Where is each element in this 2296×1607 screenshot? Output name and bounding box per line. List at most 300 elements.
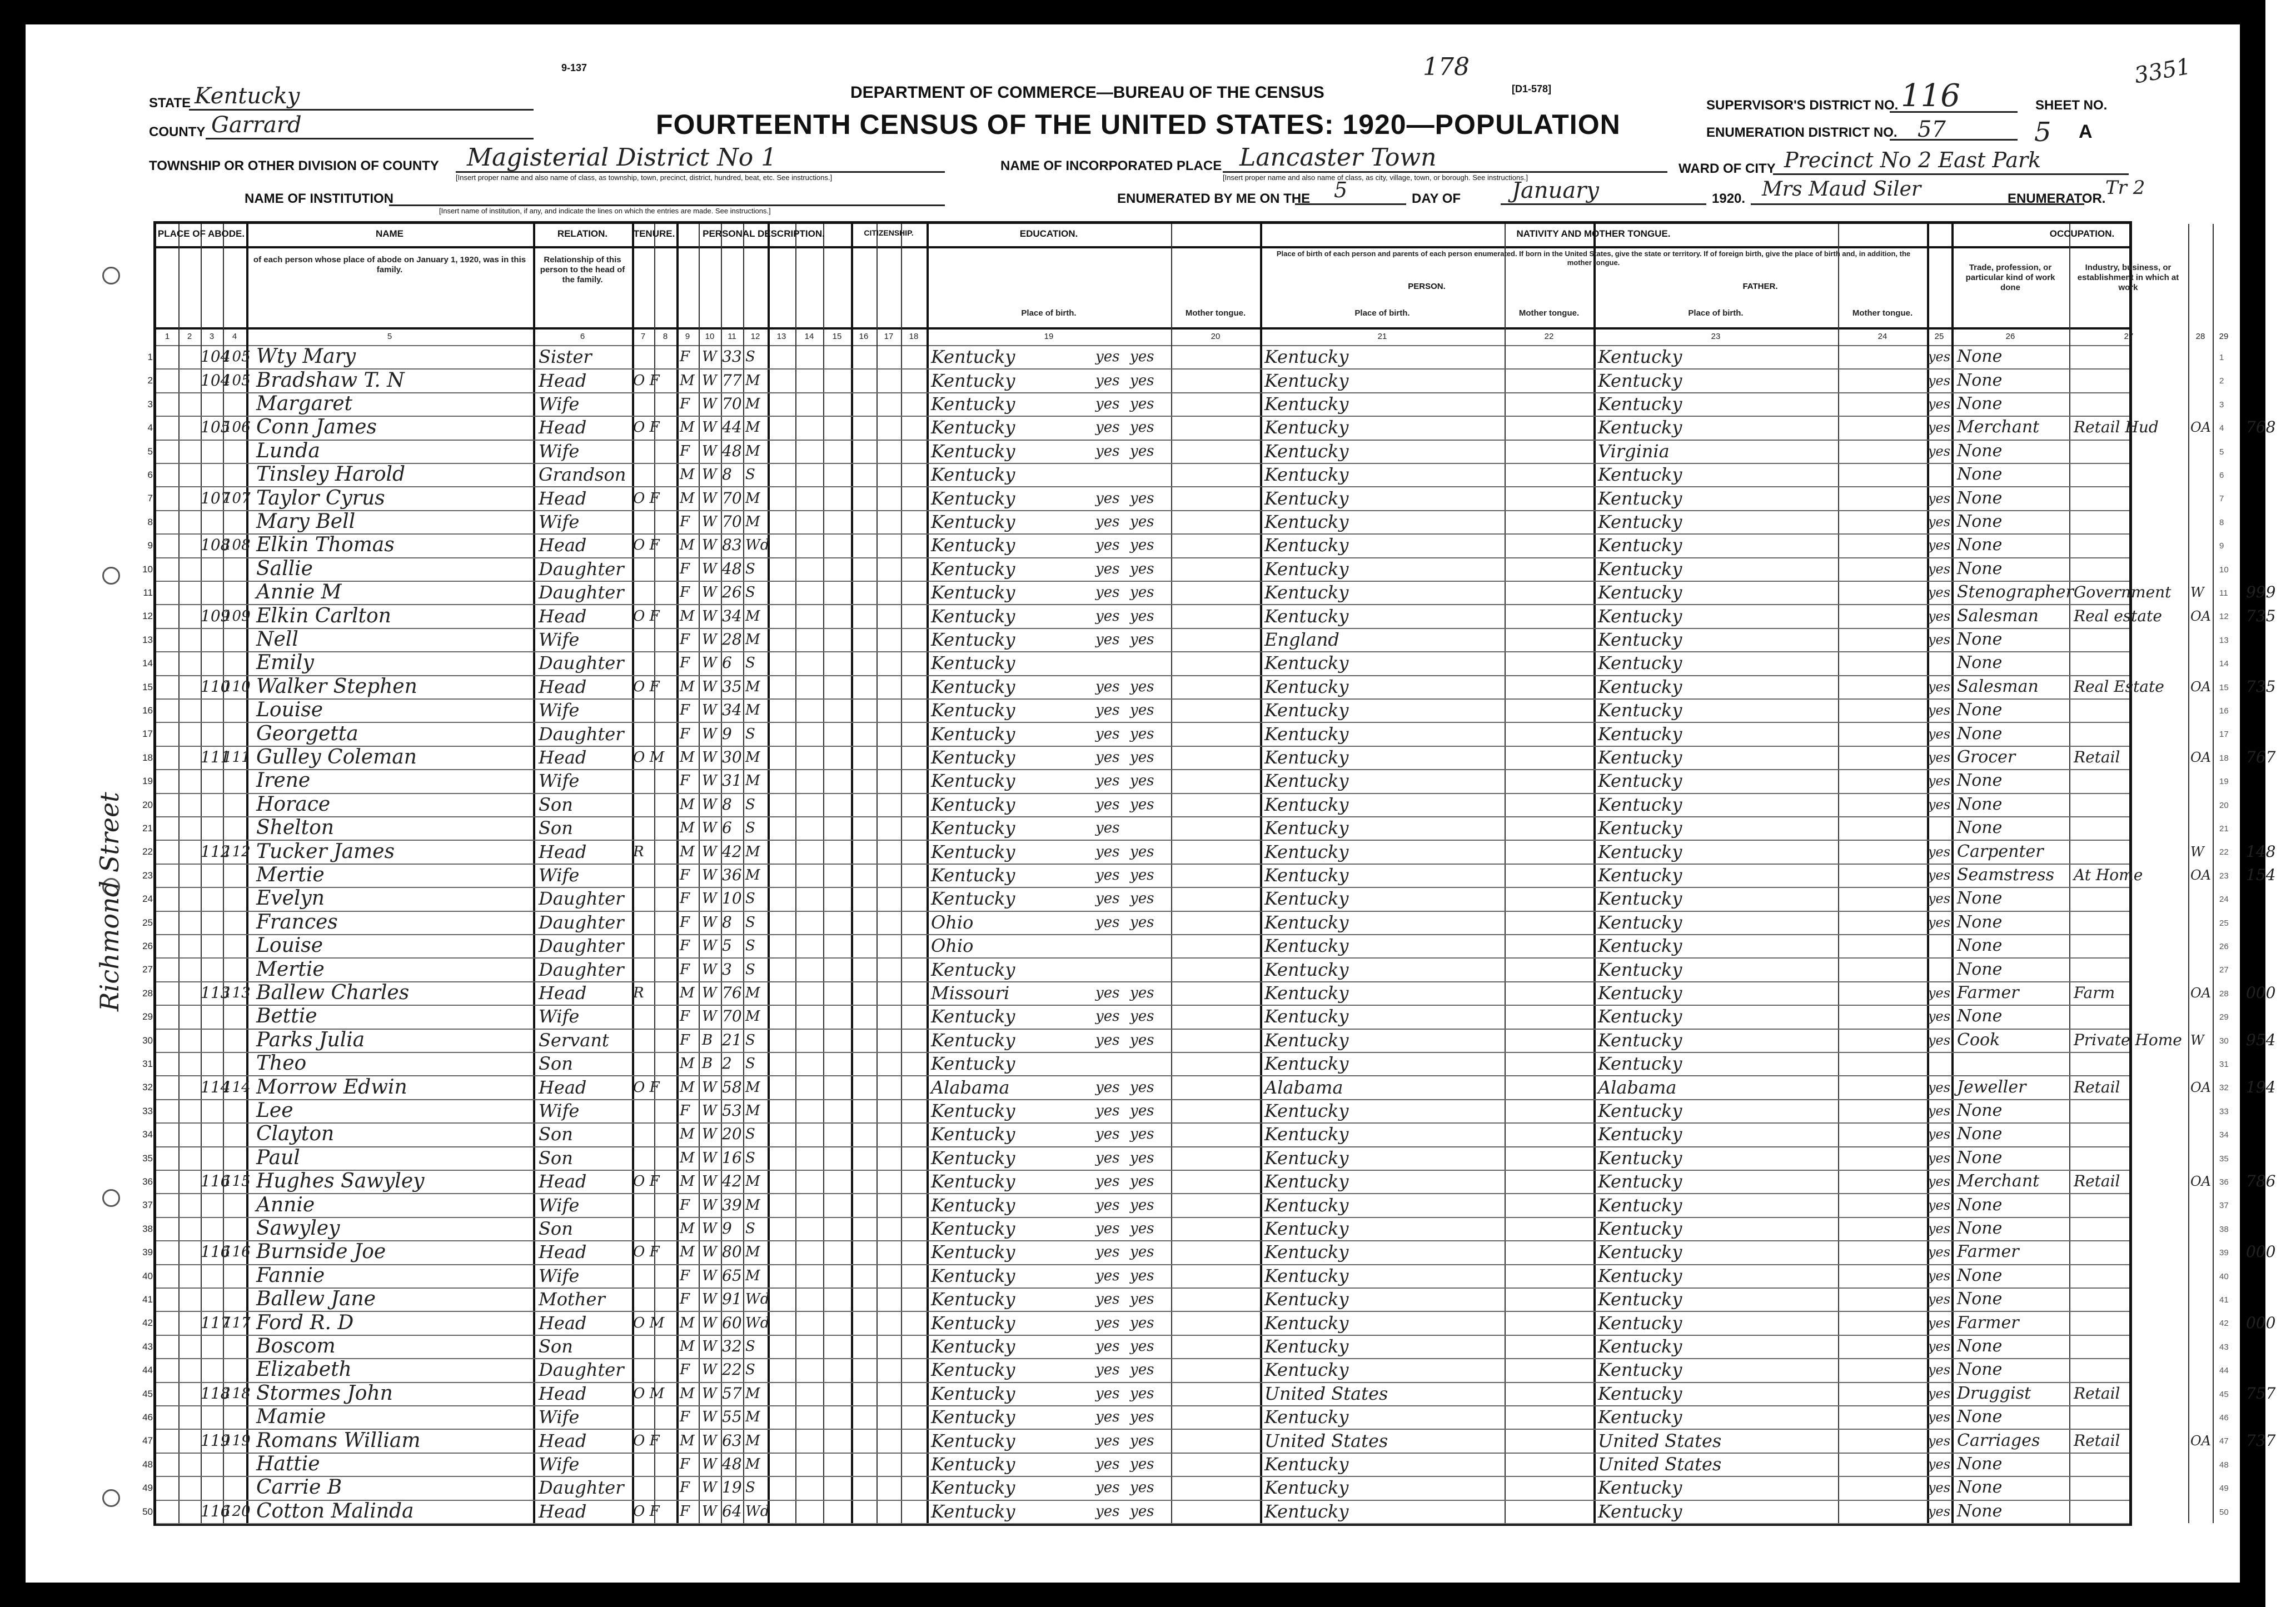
group-occupation: OCCUPATION. <box>2049 228 2115 239</box>
row-divider <box>156 957 2129 959</box>
row-number-right: 23 <box>2219 871 2229 881</box>
cell-age: 9 <box>722 724 732 743</box>
cell-code: 735 <box>2246 677 2276 696</box>
cell-name: Cotton Malinda <box>256 1499 414 1523</box>
cell-read: yes <box>1095 490 1120 507</box>
header-bottom <box>156 327 2129 330</box>
cell-rel: Head <box>539 676 587 697</box>
cell-mbirth: Alabama <box>1598 1076 1677 1098</box>
row-divider <box>156 1382 2129 1383</box>
cell-code: 148 <box>2246 842 2276 861</box>
cell-write: yes <box>1130 1102 1154 1119</box>
cell-rel: Head <box>539 1076 587 1098</box>
cell-write: yes <box>1130 985 1154 1001</box>
cell-fbirth: Kentucky <box>1264 1100 1349 1121</box>
row-divider <box>156 1193 2129 1194</box>
cell-code: 000 <box>2246 984 2276 1002</box>
cell-sex: F <box>680 1291 690 1308</box>
cell-sex: F <box>680 914 690 931</box>
cell-eng: yes <box>1928 1339 1951 1354</box>
cell-age: 5 <box>722 936 732 955</box>
cell-read: yes <box>1095 1361 1120 1379</box>
row-divider <box>156 864 2129 865</box>
row-number-right: 32 <box>2219 1083 2229 1093</box>
row-number: 39 <box>142 1247 153 1258</box>
form-code: [D1-578] <box>1512 83 1552 94</box>
cell-eng: yes <box>1928 1009 1951 1025</box>
cell-fbirth: Kentucky <box>1264 1218 1349 1239</box>
cell-code: 154 <box>2246 866 2276 884</box>
cell-house: 118 <box>201 1384 231 1403</box>
cell-name: Lee <box>256 1099 293 1122</box>
census-table <box>142 221 2276 1526</box>
cell-rel: Son <box>539 817 573 839</box>
cell-fbirth: Kentucky <box>1264 793 1349 815</box>
cell-mbirth: Kentucky <box>1598 1383 1682 1404</box>
trade-header: Trade, profession, or particular kind of work done <box>1965 263 2055 292</box>
row-divider <box>156 793 2129 794</box>
cell-birth: Kentucky <box>931 1241 1015 1263</box>
cell-fbirth: Kentucky <box>1264 393 1349 415</box>
cell-code: 757 <box>2246 1384 2276 1403</box>
cell-mbirth: Kentucky <box>1598 1500 1682 1522</box>
cell-sex: F <box>680 1503 690 1520</box>
row-number: 2 <box>147 375 153 386</box>
column-number: 21 <box>1377 332 1387 341</box>
cell-fam: 109 <box>223 607 251 625</box>
row-divider <box>156 1523 2129 1524</box>
cell-birth: Kentucky <box>931 393 1015 415</box>
cell-rel: Head <box>539 841 587 862</box>
cell-rel: Daughter <box>539 723 624 745</box>
row-number-right: 28 <box>2219 989 2229 999</box>
row-number-right: 37 <box>2219 1201 2229 1211</box>
row-number: 5 <box>147 446 153 457</box>
cell-race: W <box>702 560 717 577</box>
cell-code: 000 <box>2246 1242 2276 1261</box>
cell-mbirth: Kentucky <box>1598 888 1682 910</box>
row-number-right: 29 <box>2219 1012 2229 1022</box>
cell-rel: Daughter <box>539 582 624 603</box>
cell-mbirth: Kentucky <box>1598 1477 1682 1499</box>
cell-mar: M <box>745 1079 760 1096</box>
cell-name: Gulley Coleman <box>256 746 417 768</box>
cell-race: W <box>702 348 717 366</box>
row-number-right: 27 <box>2219 965 2229 975</box>
cell-name: Theo <box>256 1052 307 1075</box>
cell-birth: Kentucky <box>931 1406 1015 1428</box>
cell-sex: M <box>680 1244 695 1261</box>
stamp-number: 178 <box>1423 53 1470 81</box>
cell-mar: Wd <box>745 1291 770 1308</box>
cell-age: 48 <box>722 559 742 578</box>
cell-write: yes <box>1130 490 1154 507</box>
cell-write: yes <box>1130 867 1154 884</box>
row-divider <box>156 628 2129 629</box>
cell-name: Margaret <box>256 392 353 415</box>
cell-age: 8 <box>722 465 732 484</box>
group-name: NAME <box>375 228 404 239</box>
cell-name: Ford R. D <box>256 1311 354 1334</box>
cell-birth: Kentucky <box>931 1336 1015 1357</box>
day-underline <box>1295 203 1406 205</box>
sheet-letter: A <box>2079 121 2093 142</box>
cell-age: 76 <box>722 984 742 1002</box>
cell-write: yes <box>1130 1314 1154 1331</box>
cell-name: Elkin Carlton <box>256 604 391 627</box>
cell-age: 42 <box>722 1172 742 1191</box>
cell-occ: None <box>1957 1501 2003 1521</box>
cell-write: yes <box>1130 560 1154 577</box>
cell-name: Taylor Cyrus <box>256 486 385 510</box>
cell-sex: F <box>680 442 690 460</box>
cell-sex: F <box>680 396 690 412</box>
cell-cls: OA <box>2190 750 2212 765</box>
cell-mar: M <box>745 1432 760 1449</box>
group-tenure: TENURE. <box>633 228 675 239</box>
cell-read: yes <box>1095 867 1120 884</box>
column-number: 22 <box>1544 332 1554 341</box>
cell-sex: F <box>680 725 690 742</box>
cell-eng: yes <box>1928 1221 1951 1236</box>
column-number: 23 <box>1711 332 1721 341</box>
cell-read: yes <box>1095 584 1120 601</box>
row-number-right: 35 <box>2219 1154 2229 1164</box>
cell-read: yes <box>1095 1314 1120 1331</box>
cell-mar: M <box>745 1244 760 1261</box>
cell-rel: Head <box>539 747 587 768</box>
cell-birth: Kentucky <box>931 652 1015 674</box>
cell-read: yes <box>1095 749 1120 766</box>
row-number-right: 48 <box>2219 1460 2229 1470</box>
cell-age: 16 <box>722 1148 742 1167</box>
cell-occ: None <box>1957 959 2003 979</box>
cell-age: 2 <box>722 1054 732 1073</box>
cell-house: 116 <box>201 1172 231 1191</box>
cell-write: yes <box>1130 372 1154 389</box>
cell-write: yes <box>1130 1479 1154 1496</box>
cell-name: Morrow Edwin <box>256 1075 407 1099</box>
row-number-right: 6 <box>2219 471 2224 480</box>
cell-race: W <box>702 1314 717 1331</box>
cell-race: W <box>702 843 717 860</box>
cell-occ: None <box>1957 818 2003 838</box>
cell-rel: Wife <box>539 865 580 886</box>
cell-eng: yes <box>1928 1079 1951 1095</box>
cell-birth: Kentucky <box>931 1359 1015 1381</box>
binder-hole-icon <box>102 1489 120 1507</box>
cell-name: Frances <box>256 910 338 934</box>
cell-race: W <box>702 1126 717 1143</box>
cell-sex: M <box>680 843 695 860</box>
cell-name: Fannie <box>256 1264 325 1287</box>
row-number: 16 <box>142 705 153 716</box>
cell-age: 42 <box>722 842 742 861</box>
state-value: Kentucky <box>195 83 300 109</box>
cell-mbirth: Kentucky <box>1598 1053 1682 1075</box>
cell-age: 48 <box>722 1455 742 1473</box>
row-divider <box>156 1075 2129 1076</box>
cell-birth: Kentucky <box>931 464 1015 486</box>
ward-underline <box>1773 173 2129 175</box>
tongue-header: Mother tongue. <box>1185 308 1246 318</box>
cell-read: yes <box>1095 1338 1120 1355</box>
cell-eng: yes <box>1928 1433 1951 1449</box>
cell-race: W <box>702 1008 717 1025</box>
row-number-right: 33 <box>2219 1106 2229 1116</box>
cell-fbirth: Kentucky <box>1264 582 1349 603</box>
cell-sex: M <box>680 490 695 507</box>
month-underline <box>1501 203 1706 205</box>
cell-house: 110 <box>201 677 231 696</box>
row-number: 41 <box>142 1294 153 1305</box>
cell-age: 64 <box>722 1501 742 1520</box>
cell-sex: F <box>680 631 690 648</box>
cell-name: Sallie <box>256 557 313 580</box>
cell-name: Mertie <box>256 864 325 886</box>
cell-mbirth: Kentucky <box>1598 1171 1682 1192</box>
cell-write: yes <box>1130 348 1154 366</box>
cell-mar: M <box>745 1456 760 1473</box>
cell-mbirth: Kentucky <box>1598 676 1682 697</box>
cell-eng: yes <box>1928 726 1951 742</box>
row-divider <box>156 1500 2129 1501</box>
group-relation: RELATION. <box>557 228 608 239</box>
cell-occ: None <box>1957 1360 2003 1380</box>
cell-mar: S <box>745 348 755 366</box>
cell-ten: O F <box>633 1079 660 1096</box>
relation-header-desc: Relationship of this person to the head of the family. <box>540 255 625 285</box>
row-number: 37 <box>142 1200 153 1211</box>
cell-eng: yes <box>1928 1267 1951 1284</box>
cell-race: W <box>702 1267 717 1284</box>
cell-name: Horace <box>256 792 331 816</box>
cell-race: W <box>702 1173 717 1190</box>
cell-age: 44 <box>722 418 742 437</box>
cell-cls: W <box>2190 585 2204 601</box>
cell-code: 954 <box>2246 1030 2276 1049</box>
cell-mbirth: Kentucky <box>1598 1265 1682 1286</box>
cell-birth: Kentucky <box>931 793 1015 815</box>
cell-eng: yes <box>1928 1480 1951 1496</box>
pob-header: Place of birth. <box>1021 308 1077 318</box>
cell-fbirth: Kentucky <box>1264 959 1349 980</box>
cell-code: 999 <box>2246 583 2276 602</box>
group-abode: PLACE OF ABODE. <box>157 228 245 239</box>
cell-birth: Kentucky <box>931 582 1015 603</box>
cell-mar: S <box>745 937 755 955</box>
county-label: COUNTY <box>149 124 206 139</box>
cell-name: Ballew Charles <box>256 981 410 1004</box>
cell-mbirth: Kentucky <box>1598 747 1682 768</box>
cell-age: 8 <box>722 912 732 931</box>
row-number-right: 22 <box>2219 847 2229 857</box>
cell-name: Sawyley <box>256 1217 340 1240</box>
cell-occ: Merchant <box>1957 1171 2040 1191</box>
cell-race: B <box>702 1031 713 1049</box>
cell-ten: O F <box>633 607 660 625</box>
cell-name: Boscom <box>256 1335 336 1358</box>
scan-border-top <box>0 0 2265 24</box>
cell-sex: F <box>680 1456 690 1473</box>
cell-name: Burnside Joe <box>256 1240 386 1264</box>
cell-occ: None <box>1957 465 2003 485</box>
row-number-right: 50 <box>2219 1507 2229 1517</box>
township-underline <box>456 171 945 173</box>
binder-hole-icon <box>102 267 120 285</box>
cell-write: yes <box>1130 1149 1154 1166</box>
cell-eng: yes <box>1928 396 1951 412</box>
cell-write: yes <box>1130 1220 1154 1237</box>
row-number: 50 <box>142 1506 153 1517</box>
cell-mbirth: United States <box>1598 1430 1722 1451</box>
cell-rel: Wife <box>539 629 580 650</box>
cell-sex: M <box>680 796 695 813</box>
row-divider <box>156 1429 2129 1430</box>
cell-read: yes <box>1095 419 1120 436</box>
cell-mar: S <box>745 1126 755 1143</box>
row-number-right: 13 <box>2219 635 2229 645</box>
cell-occ: None <box>1957 771 2003 791</box>
cell-birth: Kentucky <box>931 1218 1015 1239</box>
cell-mbirth: Kentucky <box>1598 1336 1682 1357</box>
cell-rel: Daughter <box>539 1359 624 1381</box>
row-number: 26 <box>142 941 153 951</box>
cell-eng: yes <box>1928 1456 1951 1472</box>
cell-read: yes <box>1095 725 1120 742</box>
row-divider <box>156 675 2129 676</box>
cell-read: yes <box>1095 607 1120 625</box>
cell-race: W <box>702 584 717 601</box>
row-divider <box>156 581 2129 582</box>
row-number-right: 4 <box>2219 423 2224 433</box>
cell-age: 60 <box>722 1313 742 1332</box>
row-divider <box>156 1146 2129 1147</box>
row-divider <box>156 1240 2129 1241</box>
cell-rel: Son <box>539 1218 573 1239</box>
cell-occ: Cook <box>1957 1030 2000 1050</box>
cell-rel: Grandson <box>539 464 626 486</box>
cell-read: yes <box>1095 1173 1120 1190</box>
cell-read: yes <box>1095 348 1120 366</box>
cell-rel: Son <box>539 1147 573 1169</box>
cell-read: yes <box>1095 537 1120 554</box>
enum-district-underline <box>1890 139 2018 141</box>
cell-birth: Kentucky <box>931 1383 1015 1404</box>
cell-eng: yes <box>1928 844 1951 860</box>
column-number: 4 <box>232 332 237 341</box>
cell-mbirth: Kentucky <box>1598 1194 1682 1216</box>
row-divider <box>156 463 2129 464</box>
cell-name: Emily <box>256 651 314 675</box>
cell-eng: yes <box>1928 750 1951 765</box>
row-number-right: 19 <box>2219 777 2229 787</box>
cell-write: yes <box>1130 725 1154 742</box>
cell-race: W <box>702 631 717 648</box>
cell-sex: F <box>680 513 690 530</box>
cell-fbirth: Kentucky <box>1264 747 1349 768</box>
column-number: 10 <box>705 332 715 341</box>
cell-house: 113 <box>201 984 231 1002</box>
column-number: 26 <box>2005 332 2015 341</box>
cell-occ: Jeweller <box>1957 1077 2026 1097</box>
cell-eng: yes <box>1928 914 1951 930</box>
mother-pob-header: Place of birth. <box>1688 308 1744 318</box>
row-number-right: 44 <box>2219 1366 2229 1376</box>
cell-code: 194 <box>2246 1077 2276 1096</box>
cell-fbirth: Kentucky <box>1264 935 1349 957</box>
cell-occ: Seamstress <box>1957 865 2054 885</box>
row-number: 17 <box>142 728 153 740</box>
cell-fbirth: Kentucky <box>1264 1477 1349 1499</box>
cell-age: 53 <box>722 1101 742 1120</box>
agency-title: DEPARTMENT OF COMMERCE—BUREAU OF THE CENSUS <box>850 83 1324 102</box>
cell-name: Stormes John <box>256 1381 393 1405</box>
state-label: STATE <box>149 96 191 111</box>
cell-read: yes <box>1095 796 1120 813</box>
cell-mbirth: Kentucky <box>1598 1406 1682 1428</box>
group-nativity: NATIVITY AND MOTHER TONGUE. <box>1516 228 1671 239</box>
street-name-margin: Richmond Street <box>94 792 124 1011</box>
cell-eng: yes <box>1928 1150 1951 1166</box>
cell-fbirth: Kentucky <box>1264 1289 1349 1310</box>
row-number: 23 <box>142 870 153 881</box>
cell-occ: None <box>1957 370 2003 390</box>
cell-house: 108 <box>201 536 231 555</box>
cell-mbirth: Kentucky <box>1598 370 1682 391</box>
cell-mbirth: Kentucky <box>1598 1241 1682 1263</box>
cell-fam: 112 <box>223 843 251 860</box>
cell-sex: M <box>680 537 695 554</box>
column-number: 14 <box>804 332 814 341</box>
row-number: 19 <box>142 776 153 787</box>
scan-border-right <box>2240 0 2265 1607</box>
cell-race: W <box>702 1479 717 1496</box>
cell-write: yes <box>1130 1456 1154 1473</box>
cell-occ: None <box>1957 1219 2003 1238</box>
cell-rel: Wife <box>539 770 580 792</box>
cell-mbirth: Kentucky <box>1598 700 1682 721</box>
cell-fbirth: Kentucky <box>1264 346 1349 368</box>
cell-read: yes <box>1095 1126 1120 1143</box>
father-tongue-header: Mother tongue. <box>1518 308 1580 318</box>
cell-eng: yes <box>1928 490 1951 506</box>
cell-fbirth: Kentucky <box>1264 723 1349 745</box>
cell-birth: Kentucky <box>931 676 1015 697</box>
row-number: 1 <box>147 352 153 362</box>
cell-fbirth: Kentucky <box>1264 888 1349 910</box>
cell-sex: F <box>680 348 690 366</box>
cell-age: 77 <box>722 371 742 390</box>
cell-write: yes <box>1130 513 1154 530</box>
cell-fam: 113 <box>223 985 251 1001</box>
row-number: 21 <box>142 823 153 834</box>
column-number: 15 <box>832 332 842 341</box>
cell-eng: yes <box>1928 678 1951 695</box>
cell-name: Bettie <box>256 1005 317 1028</box>
cell-race: W <box>702 1149 717 1166</box>
cell-write: yes <box>1130 631 1154 648</box>
cell-sex: M <box>680 419 695 436</box>
cell-birth: Kentucky <box>931 817 1015 839</box>
column-number: 29 <box>2219 332 2229 341</box>
scan-border-left <box>0 0 26 1607</box>
cell-fam: 111 <box>223 749 251 766</box>
cell-mbirth: Kentucky <box>1598 817 1682 839</box>
cell-race: W <box>702 820 717 837</box>
cell-rel: Wife <box>539 1265 580 1286</box>
row-number: 10 <box>142 563 153 575</box>
